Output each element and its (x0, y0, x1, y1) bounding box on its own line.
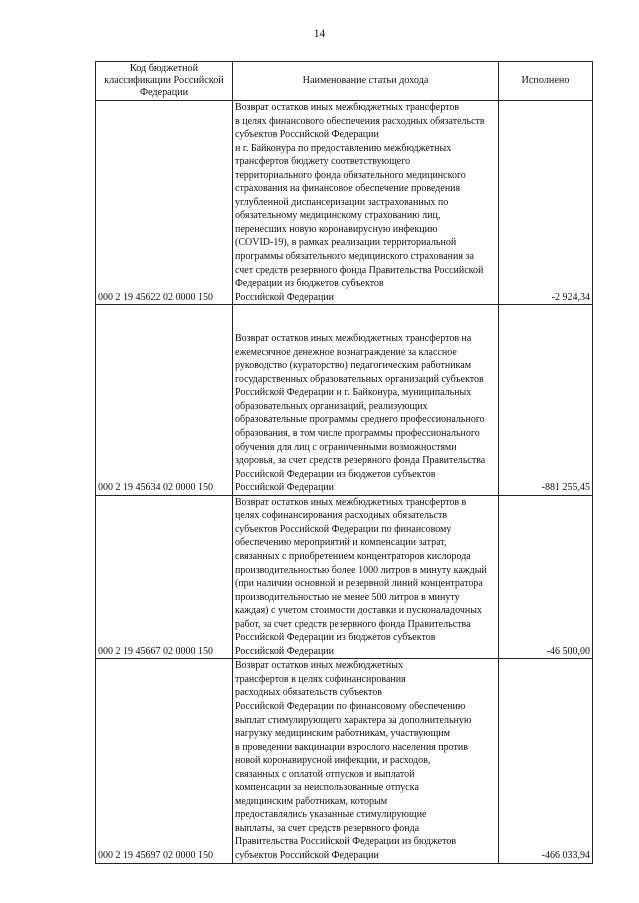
revenue-item-name-line: Российской Федерации и г. Байконура, муниципальных (235, 387, 472, 399)
executed-amount-cell: -2 924,34 (499, 101, 593, 305)
revenue-item-name-line: обеспечению мероприятий и компенсации затрат, (235, 537, 447, 549)
revenue-item-name-line: образовательные программы среднего профессионального (235, 414, 485, 426)
budget-code-cell: 000 2 19 45697 02 0000 150 (96, 659, 233, 863)
table-header-row (96, 62, 593, 101)
budget-code-cell: 000 2 19 45634 02 0000 150 (96, 305, 233, 496)
cell-spacer (235, 305, 496, 319)
revenue-item-name-line: территориального фонда обязательного медицинского (235, 169, 466, 181)
revenue-item-name-line: перенесших новую коронавирусную инфекцию (235, 223, 438, 235)
revenue-item-name-line: Федерации из бюджетов субъектов (235, 278, 384, 290)
revenue-item-name-line: Российской Федерации (235, 291, 335, 303)
revenue-item-name-line: руководство (кураторство) педагогическим работникам (235, 360, 472, 372)
revenue-item-name-line: (при наличии основной и резервной линий концентратора (235, 578, 483, 590)
revenue-item-name-line: каждая) с учетом стоимости доставки и пусконаладочных (235, 605, 482, 617)
revenue-item-name-line: субъектов Российской Федерации (235, 849, 379, 861)
revenue-item-name-line: медицинским работникам, которым (235, 795, 388, 807)
revenue-item-name-line: углубленной диспансеризации застрахованных по (235, 196, 449, 208)
revenue-item-name-line: образовательных организаций, реализующих (235, 400, 428, 412)
revenue-item-name-line: государственных образовательных организаций субъектов (235, 373, 484, 385)
revenue-item-name-line: Правительства Российской Федерации из бюджетов (235, 836, 457, 848)
executed-amount-cell: -881 255,45 (499, 305, 593, 496)
revenue-item-name-line: связанных с оплатой отпусков и выплатой (235, 768, 415, 780)
revenue-table (95, 61, 593, 864)
revenue-item-name-line: производительностью не менее 500 литров в минуту (235, 591, 460, 603)
revenue-item-name-line: Возврат остатков иных межбюджетных трансфертов в (235, 496, 467, 508)
revenue-item-name-line: обучения для лиц с ограниченными возможностями (235, 441, 457, 453)
revenue-item-name-line: здоровья, за счет средств резервного фонда Правительства (235, 455, 486, 467)
revenue-item-name-cell (233, 495, 499, 659)
table-row (96, 305, 593, 496)
revenue-item-name-line: целях софинансирования расходных обязательств (235, 510, 448, 522)
revenue-item-name-line: новой коронавирусной инфекции, и расходов, (235, 755, 431, 767)
table-row (96, 101, 593, 305)
revenue-item-name-line: связанных с приобретением концентраторов кислорода (235, 550, 471, 562)
table-row (96, 495, 593, 659)
revenue-item-name-line: компенсации за неиспользованные отпуска (235, 782, 419, 794)
revenue-item-name-line: (COVID-19), в рамках реализации территориальной (235, 237, 457, 249)
table-row (96, 659, 593, 863)
table-body (96, 101, 593, 864)
revenue-item-name-line: страхования на финансовое обеспечение проведения (235, 183, 461, 195)
revenue-item-name-line: нагрузку медицинским работникам, участвующим (235, 728, 450, 740)
revenue-item-name-line: Возврат остатков иных межбюджетных трансфертов на (235, 333, 472, 345)
revenue-item-name-line: и г. Байконура по предоставлению межбюджетных (235, 142, 452, 154)
revenue-item-name-line: Российской Федерации (235, 645, 335, 657)
revenue-item-name-line: выплаты, за счет средств резервного фонда (235, 822, 420, 834)
revenue-item-name-line: субъектов Российской Федерации по финансовому (235, 523, 452, 535)
revenue-item-name-line: Российской Федерации из бюджетов субъектов (235, 632, 436, 644)
revenue-item-name-line: программы обязательного медицинского страхования за (235, 251, 474, 263)
executed-amount-cell: -466 033,94 (499, 659, 593, 863)
revenue-item-name-line: выплат стимулирующего характера за дополнительную (235, 714, 472, 726)
revenue-item-name-line: в проведении вакцинации взрослого населения против (235, 741, 468, 753)
header-name: Наименование статьи дохода (233, 62, 499, 101)
revenue-item-name-line: ежемесячное денежное вознаграждение за классное (235, 346, 457, 358)
page-number: 14 (313, 28, 326, 40)
revenue-item-name-line: расходных обязательств субъектов (235, 687, 383, 699)
header-code: Код бюджетной классификации Российской Федерации (96, 62, 233, 101)
header-amount: Исполнено (499, 62, 593, 101)
revenue-item-name-cell (233, 101, 499, 305)
revenue-item-name-line: работ, за счет средств резервного фонда Правительства (235, 618, 471, 630)
budget-code-cell: 000 2 19 45622 02 0000 150 (96, 101, 233, 305)
revenue-item-name-line: Российской Федерации из бюджетов субъектов (235, 468, 436, 480)
revenue-item-name-line: счет средств резервного фонда Правительства Российской (235, 264, 484, 276)
revenue-item-name-line: трансфертов в целях софинансирования (235, 673, 406, 685)
revenue-item-name-line: Возврат остатков иных межбюджетных трансфертов (235, 102, 460, 113)
revenue-item-name-line: субъектов Российской Федерации (235, 129, 379, 141)
cell-spacer (235, 319, 496, 333)
revenue-item-name-line: обязательному медицинскому страхованию лиц, (235, 210, 441, 222)
revenue-item-name-line: Возврат остатков иных межбюджетных (235, 660, 403, 672)
revenue-item-name-line: предоставлялись указанные стимулирующие (235, 809, 427, 821)
budget-code-cell: 000 2 19 45667 02 0000 150 (96, 495, 233, 659)
revenue-item-name-line: в целях финансового обеспечения расходных обязательств (235, 115, 485, 127)
revenue-item-name-line: образования, в том числе программы профессионального (235, 428, 480, 440)
revenue-item-name-cell (233, 659, 499, 863)
revenue-item-name-cell (233, 305, 499, 496)
revenue-item-name-line: производительностью более 1000 литров в минуту каждый (235, 564, 487, 576)
revenue-item-name-line: трансфертов бюджету соответствующего (235, 156, 411, 168)
executed-amount-cell: -46 500,00 (499, 495, 593, 659)
revenue-item-name-line: Российской Федерации по финансовому обеспечению (235, 700, 466, 712)
revenue-item-name-line: Российской Федерации (235, 482, 335, 494)
